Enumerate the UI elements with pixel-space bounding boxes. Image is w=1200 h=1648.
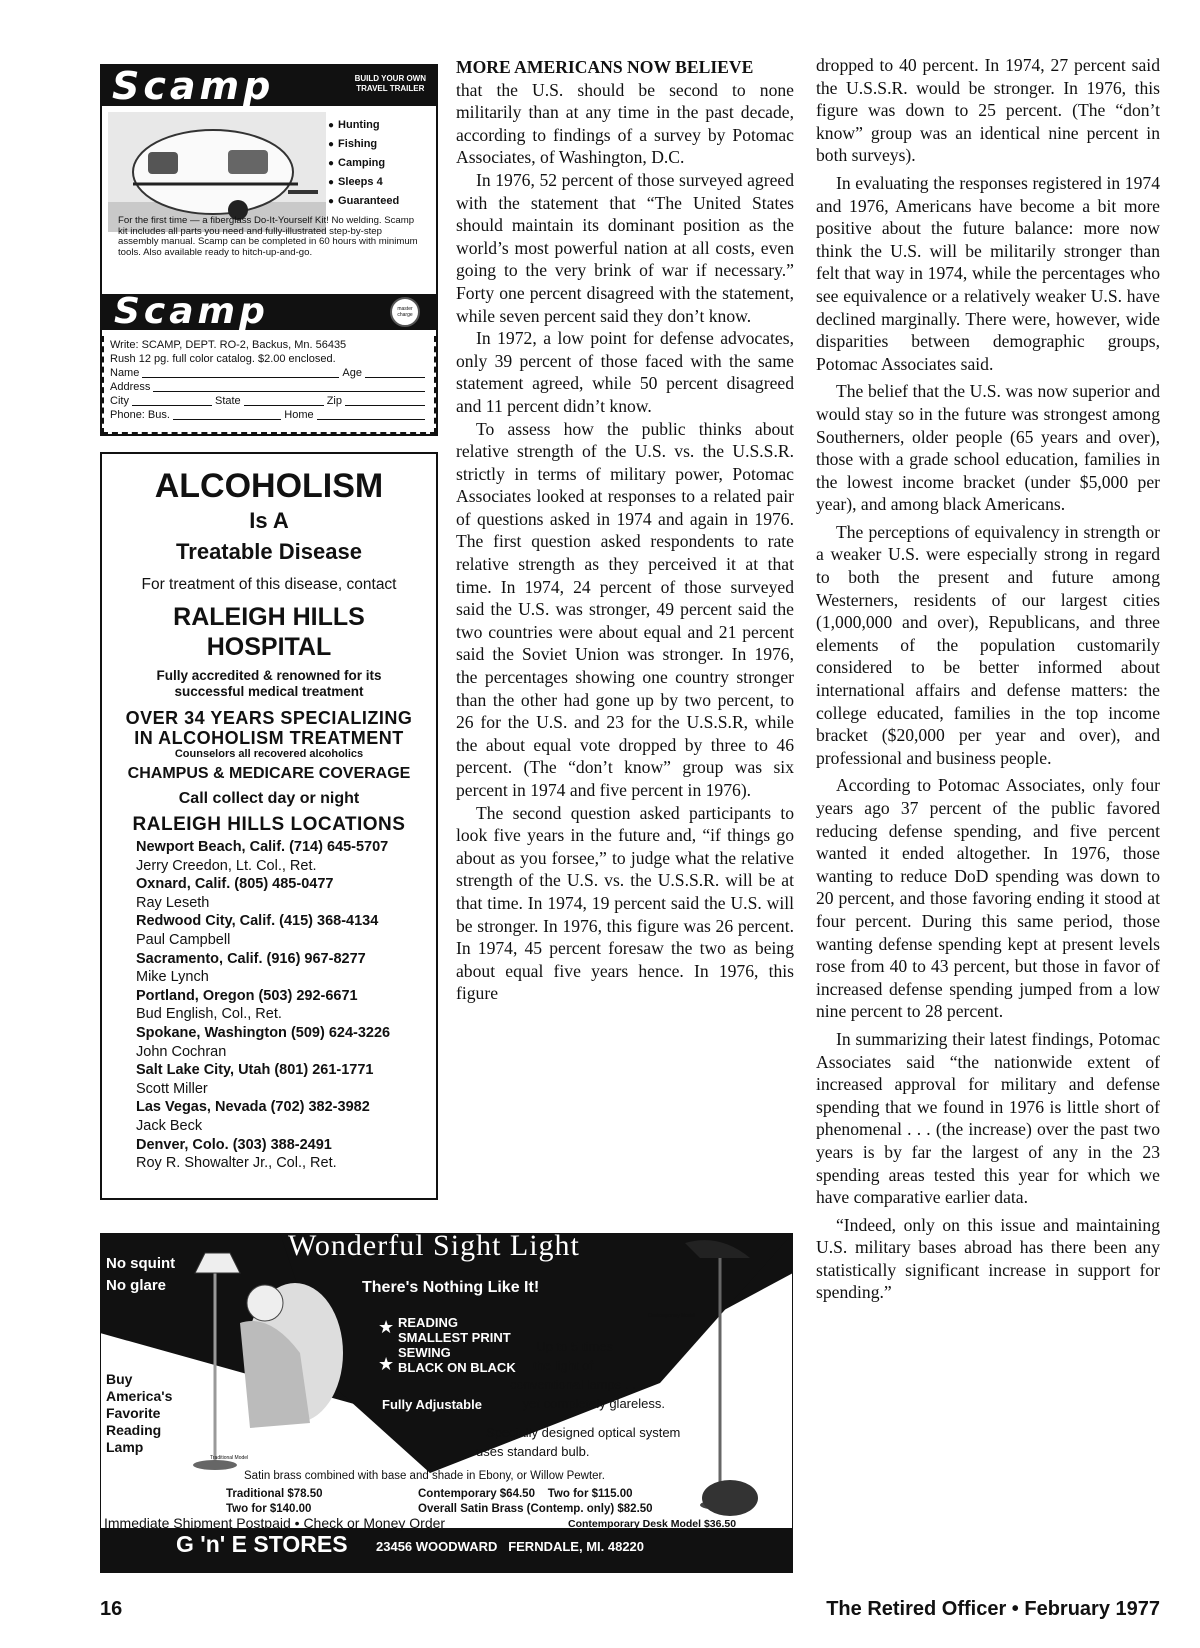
alcoholism-ad (100, 452, 438, 1200)
article-paragraph: According to Potomac Associates, only four years ago 37 percent of the public favored reducing defense spending, and five percent wanted it ended altogether. In 1976, those wanting to reduce DoD spending was down to 20 percent, and those favoring ending it stood at four percent. During this same period, those wanting defense spending kept at present levels rose from 40 to 43 percent, but those in favor of increased defense spending jumped from a low nine percent to 28 percent. (816, 775, 1160, 1022)
form-row-name (110, 366, 428, 380)
no-glare-text: No glare (106, 1277, 167, 1294)
store-address: 23456 WOODWARD FERNDALE, MI. 48220 (376, 1539, 645, 1554)
optical-block (476, 1423, 680, 1461)
buy-line-4: Reading (106, 1422, 162, 1438)
article-paragraph: To assess how the public thinks about relative strength of the U.S. vs. the U.S.S.R. strictly in terms of military power, Potomac Associates looked at responses to a related pair of questions asked in 1974 and again in 1976. The first question asked respondents to rate relative strength as they perceived it at that time. In 1974, 24 percent of those surveyed said the U.S. was stronger, 49 percent said the two countries were about equal and 21 percent said the Soviet Union was stronger. In 1976, the percentages showing one country stronger than the other had gone up by two percent, to 26 for the U.S. and 23 for the U.S.S.R, while the about equal vote dropped by three to 46 percent. (The “don’t know” group was six percent in 1974 and five percent in 1976). (456, 418, 794, 800)
location-city: Newport Beach, Calif. (714) 645-5707 (136, 839, 389, 855)
article-paragraph: “Indeed, only on this issue and maintaining U.S. military bases abroad has there been any statistically significant increase in support for spending.” (816, 1214, 1160, 1303)
optical-line-2: uses standard bulb. (476, 1444, 590, 1459)
black-on-black-text: BLACK ON BLACK (398, 1360, 516, 1375)
state-field[interactable] (244, 405, 324, 406)
location-item (136, 1061, 436, 1098)
location-city: Oxnard, Calif. (805) 485-0477 (136, 876, 334, 893)
location-person: Jerry Creedon, Lt. Col., Ret. (136, 857, 317, 874)
location-item (136, 838, 436, 875)
locations-list (136, 838, 436, 1173)
buy-line-3: Favorite (106, 1405, 161, 1421)
lamp-title: Wonderful Sight Light (288, 1229, 580, 1262)
article-paragraph: The belief that the U.S. was now superior and would stay so in the future was strongest among Southerners, older people (65 years and over), those with a grade school education, families in the lowest income bracket (under $5,000 per year), and among black Americans. (816, 381, 1160, 515)
article-column-1 (456, 56, 794, 1005)
article-paragraph (456, 56, 794, 169)
up-to-block (510, 1337, 665, 1413)
location-item (136, 1024, 436, 1061)
ad-title: ALCOHOLISM (154, 467, 384, 505)
sewing-text: SEWING (398, 1345, 451, 1360)
satin-brass-text: Satin brass combined with base and shade in Ebony, or Willow Pewter. (244, 1470, 605, 1482)
rush-line: Rush 12 pg. full color catalog. $2.00 enclosed. (110, 353, 336, 365)
locations-title: RALEIGH HILLS LOCATIONS (132, 814, 406, 835)
city-label: City (110, 395, 129, 407)
location-city: Portland, Oregon (503) 292-6671 (136, 987, 358, 1004)
reading-text: READING (398, 1315, 458, 1330)
smallest-print-text: SMALLEST PRINT (398, 1330, 511, 1345)
location-person: Ray Leseth (136, 894, 210, 911)
age-field[interactable] (365, 377, 425, 378)
buy-line-2: America's (106, 1388, 173, 1404)
article-paragraph: The perceptions of equivalency in strength or a weaker U.S. were especially strong in regard to both the present and future among Westerners, residents of our largest cities (1,000,000 and over), Republicans, and three elements of the population customarily considered to be better informed about international affairs and defense matters: the college educated, families in the top income bracket ($20,000 per year and over), and professional and business people. (816, 521, 1160, 768)
desk-model-price: Contemporary Desk Model $36.50 (568, 1518, 737, 1530)
form-row-phone (110, 408, 428, 422)
phone-home-field[interactable] (317, 419, 425, 420)
up-to-line-2: the light of (532, 1358, 593, 1373)
city-field[interactable] (132, 405, 212, 406)
location-person: John Cochran (136, 1043, 227, 1060)
location-item (136, 1136, 436, 1173)
name-label: Name (110, 367, 140, 379)
location-person: Bud English, Col., Ret. (136, 1006, 282, 1023)
fully-adjustable-text: Fully Adjustable (382, 1397, 482, 1412)
hospital-name-1: RALEIGH HILLS (173, 603, 365, 631)
buy-line-5: Lamp (106, 1439, 144, 1455)
location-item (136, 1098, 436, 1135)
location-person: Jack Beck (136, 1117, 203, 1134)
write-line: Write: SCAMP, DEPT. RO-2, Backus, Mn. 56435 (110, 339, 347, 351)
scamp-footer-bar (102, 291, 436, 332)
shipment-text: Immediate Shipment Postpaid • Check or Money Order (104, 1515, 446, 1531)
price-traditional: Traditional $78.50 (226, 1488, 323, 1500)
address-label: Address (110, 381, 151, 393)
home-label: Home (284, 409, 314, 421)
article-paragraph: dropped to 40 percent. In 1974, 27 percent said the U.S.S.R. would be stronger. In 1976, this figure was down to 25 percent. (The “don’t know” group was an identical nine percent in both surveys). (816, 55, 1160, 166)
article-paragraph: In 1972, a low point for defense advocates, only 39 percent of those faced with the same statement agreed, while 50 percent disagreed and 11 percent didn’t know. (456, 328, 794, 416)
feature-item: ● Guaranteed (328, 192, 399, 211)
location-item (136, 912, 436, 949)
no-squint-text: No squint (106, 1255, 176, 1272)
ad-subtitle-1: Is A (249, 508, 289, 533)
article-paragraph: The second question asked participants to look five years in the future and, “if things go about as you forsee,” to judge what the relative strength of the U.S. vs. the U.S.S.R. will be at that time. In 1974, 19 percent said the U.S. will be stronger. In 1976, this figure was 26 percent. In 1974, 45 percent foresaw the two as being about equal five years hence. In 1976, this figure (456, 802, 794, 1004)
location-city: Salt Lake City, Utah (801) 261-1771 (136, 1062, 374, 1079)
price-contemporary-block (418, 1487, 653, 1517)
call-note: Call collect day or night (178, 790, 360, 807)
price-overall: Overall Satin Brass (Contemp. only) $82.50 (418, 1503, 653, 1515)
location-person: Mike Lynch (136, 969, 209, 986)
scamp-tagline-1: BUILD YOUR OWN (354, 74, 426, 83)
svg-text:★: ★ (378, 1317, 395, 1338)
scamp-logo: Scamp (112, 64, 275, 108)
location-city: Las Vegas, Nevada (702) 382-3982 (136, 1099, 370, 1116)
state-label: State (214, 395, 241, 407)
location-item (136, 987, 436, 1024)
location-person: Scott Miller (136, 1080, 208, 1097)
store-name: G 'n' E STORES (176, 1531, 348, 1557)
location-item (136, 875, 436, 912)
scamp-tagline-2: TRAVEL TRAILER (356, 84, 425, 93)
price-contemporary-two: Two for $115.00 (547, 1488, 633, 1500)
trailer-photo (108, 112, 326, 232)
optical-line-1: Specially designed optical system (486, 1425, 681, 1440)
scamp-ad (100, 64, 438, 436)
buy-line-1: Buy (106, 1371, 133, 1387)
location-person: Roy R. Showalter Jr., Col., Ret. (136, 1155, 337, 1172)
counselors-note: Counselors all recovered alcoholics (174, 748, 364, 760)
phone-bus-field[interactable] (173, 419, 281, 420)
article-column-2 (816, 54, 1160, 1304)
form-row-address (110, 380, 428, 394)
publication-footer: The Retired Officer • February 1977 (826, 1598, 1160, 1620)
ad-contact: For treatment of this disease, contact (141, 576, 397, 593)
buy-block (106, 1371, 172, 1456)
feature-item: ● Camping (328, 154, 399, 173)
article-paragraph: In 1976, 52 percent of those surveyed agreed with the statement that “The United States should maintain its dominant position as the world’s most powerful nation at all costs, even going to the very brink of war if necessary.” Forty one percent disagreed with the statement, while seven percent said they don’t know. (456, 169, 794, 326)
up-to-line-3: conventional lamps . . . (510, 1377, 643, 1392)
nothing-like-text: There's Nothing Like It! (362, 1279, 540, 1296)
location-city: Spokane, Washington (509) 624-3226 (136, 1024, 391, 1041)
location-city: Redwood City, Calif. (415) 368-4134 (136, 913, 379, 930)
age-label: Age (342, 367, 362, 379)
feature-item: ● Sleeps 4 (328, 173, 399, 192)
location-city: Denver, Colo. (303) 388-2491 (136, 1136, 332, 1153)
scamp-features (328, 116, 399, 211)
zip-field[interactable] (345, 405, 425, 406)
ad-subtitle-2: Treatable Disease (176, 539, 362, 564)
accredited-1: Fully accredited & renowned for its (156, 668, 382, 683)
svg-text:★: ★ (378, 1354, 395, 1375)
price-traditional-block (226, 1487, 323, 1517)
master-charge-icon: master charge (390, 297, 420, 327)
scamp-logo-2: Scamp (114, 291, 269, 332)
up-to-line-1: Up to 5 times (536, 1339, 613, 1354)
over-years-1: OVER 34 YEARS SPECIALIZING (125, 708, 413, 728)
article-headline: MORE AMERICANS NOW BELIEVE (456, 57, 754, 77)
traditional-model-label: Traditional Model (210, 1455, 249, 1461)
location-city: Sacramento, Calif. (916) 967-8277 (136, 950, 366, 967)
scamp-tagline (355, 74, 426, 94)
price-traditional-two: Two for $140.00 (226, 1503, 312, 1515)
phone-label: Phone: Bus. (110, 409, 170, 421)
coverage-note: CHAMPUS & MEDICARE COVERAGE (127, 765, 411, 782)
up-to-line-4: yet completely glareless. (522, 1396, 665, 1411)
over-years-2: IN ALCOHOLISM TREATMENT (134, 728, 404, 748)
no-squint-block (106, 1253, 175, 1297)
accredited-2: successful medical treatment (174, 684, 364, 699)
feature-item: ● Fishing (328, 135, 399, 154)
article-paragraph: In summarizing their latest findings, Potomac Associates said “the nationwide extent of increased approval for military and defense spending that we found in 1976 is little short of phenomenal . . . (the increase) over the past two years is by far the largest of any in the 23 spending areas tested this year for which we have comparative earlier data. (816, 1028, 1160, 1208)
price-contemporary: Contemporary $64.50 (418, 1488, 535, 1500)
form-row-city (110, 394, 428, 408)
zip-label: Zip (326, 395, 342, 407)
page-number: 16 (100, 1598, 123, 1620)
article-paragraph: In evaluating the responses registered in 1974 and 1976, Americans have become a bit more positive about the future balance: more now think the U.S. will be militarily stronger than felt that way in 1974, while the percentages who see equivalence or a relatively weaker U.S. have declined marginally. There were, however, wide disparities between demographic groups, Potomac Associates said. (816, 172, 1160, 374)
location-item (136, 950, 436, 987)
paragraph-text: that the U.S. should be second to none militarily than at any time in the past decade, according to findings of a survey by Potomac Associates, of Washington, D.C. (456, 79, 794, 168)
scamp-order-form (102, 336, 436, 434)
contemporary-model-label: Contemporary Model (648, 1313, 695, 1319)
scamp-description: For the first time — a fiberglass Do-It-Yourself Kit! No welding. Scamp kit includes all parts you need and fully-illustrated step-by-step assembly manual. Scamp can be completed in 60 hours with minimum tools. Also available ready to hitch-up-and-go. (118, 215, 418, 258)
hospital-name-2: HOSPITAL (206, 633, 332, 661)
address-field[interactable] (153, 391, 425, 392)
scamp-header (102, 66, 436, 106)
name-field[interactable] (142, 377, 339, 378)
feature-item: ● Hunting (328, 116, 399, 135)
sight-light-ad (100, 1229, 793, 1573)
price-contemporary-row (418, 1487, 653, 1502)
reading-block (398, 1315, 516, 1375)
location-person: Paul Campbell (136, 931, 231, 948)
